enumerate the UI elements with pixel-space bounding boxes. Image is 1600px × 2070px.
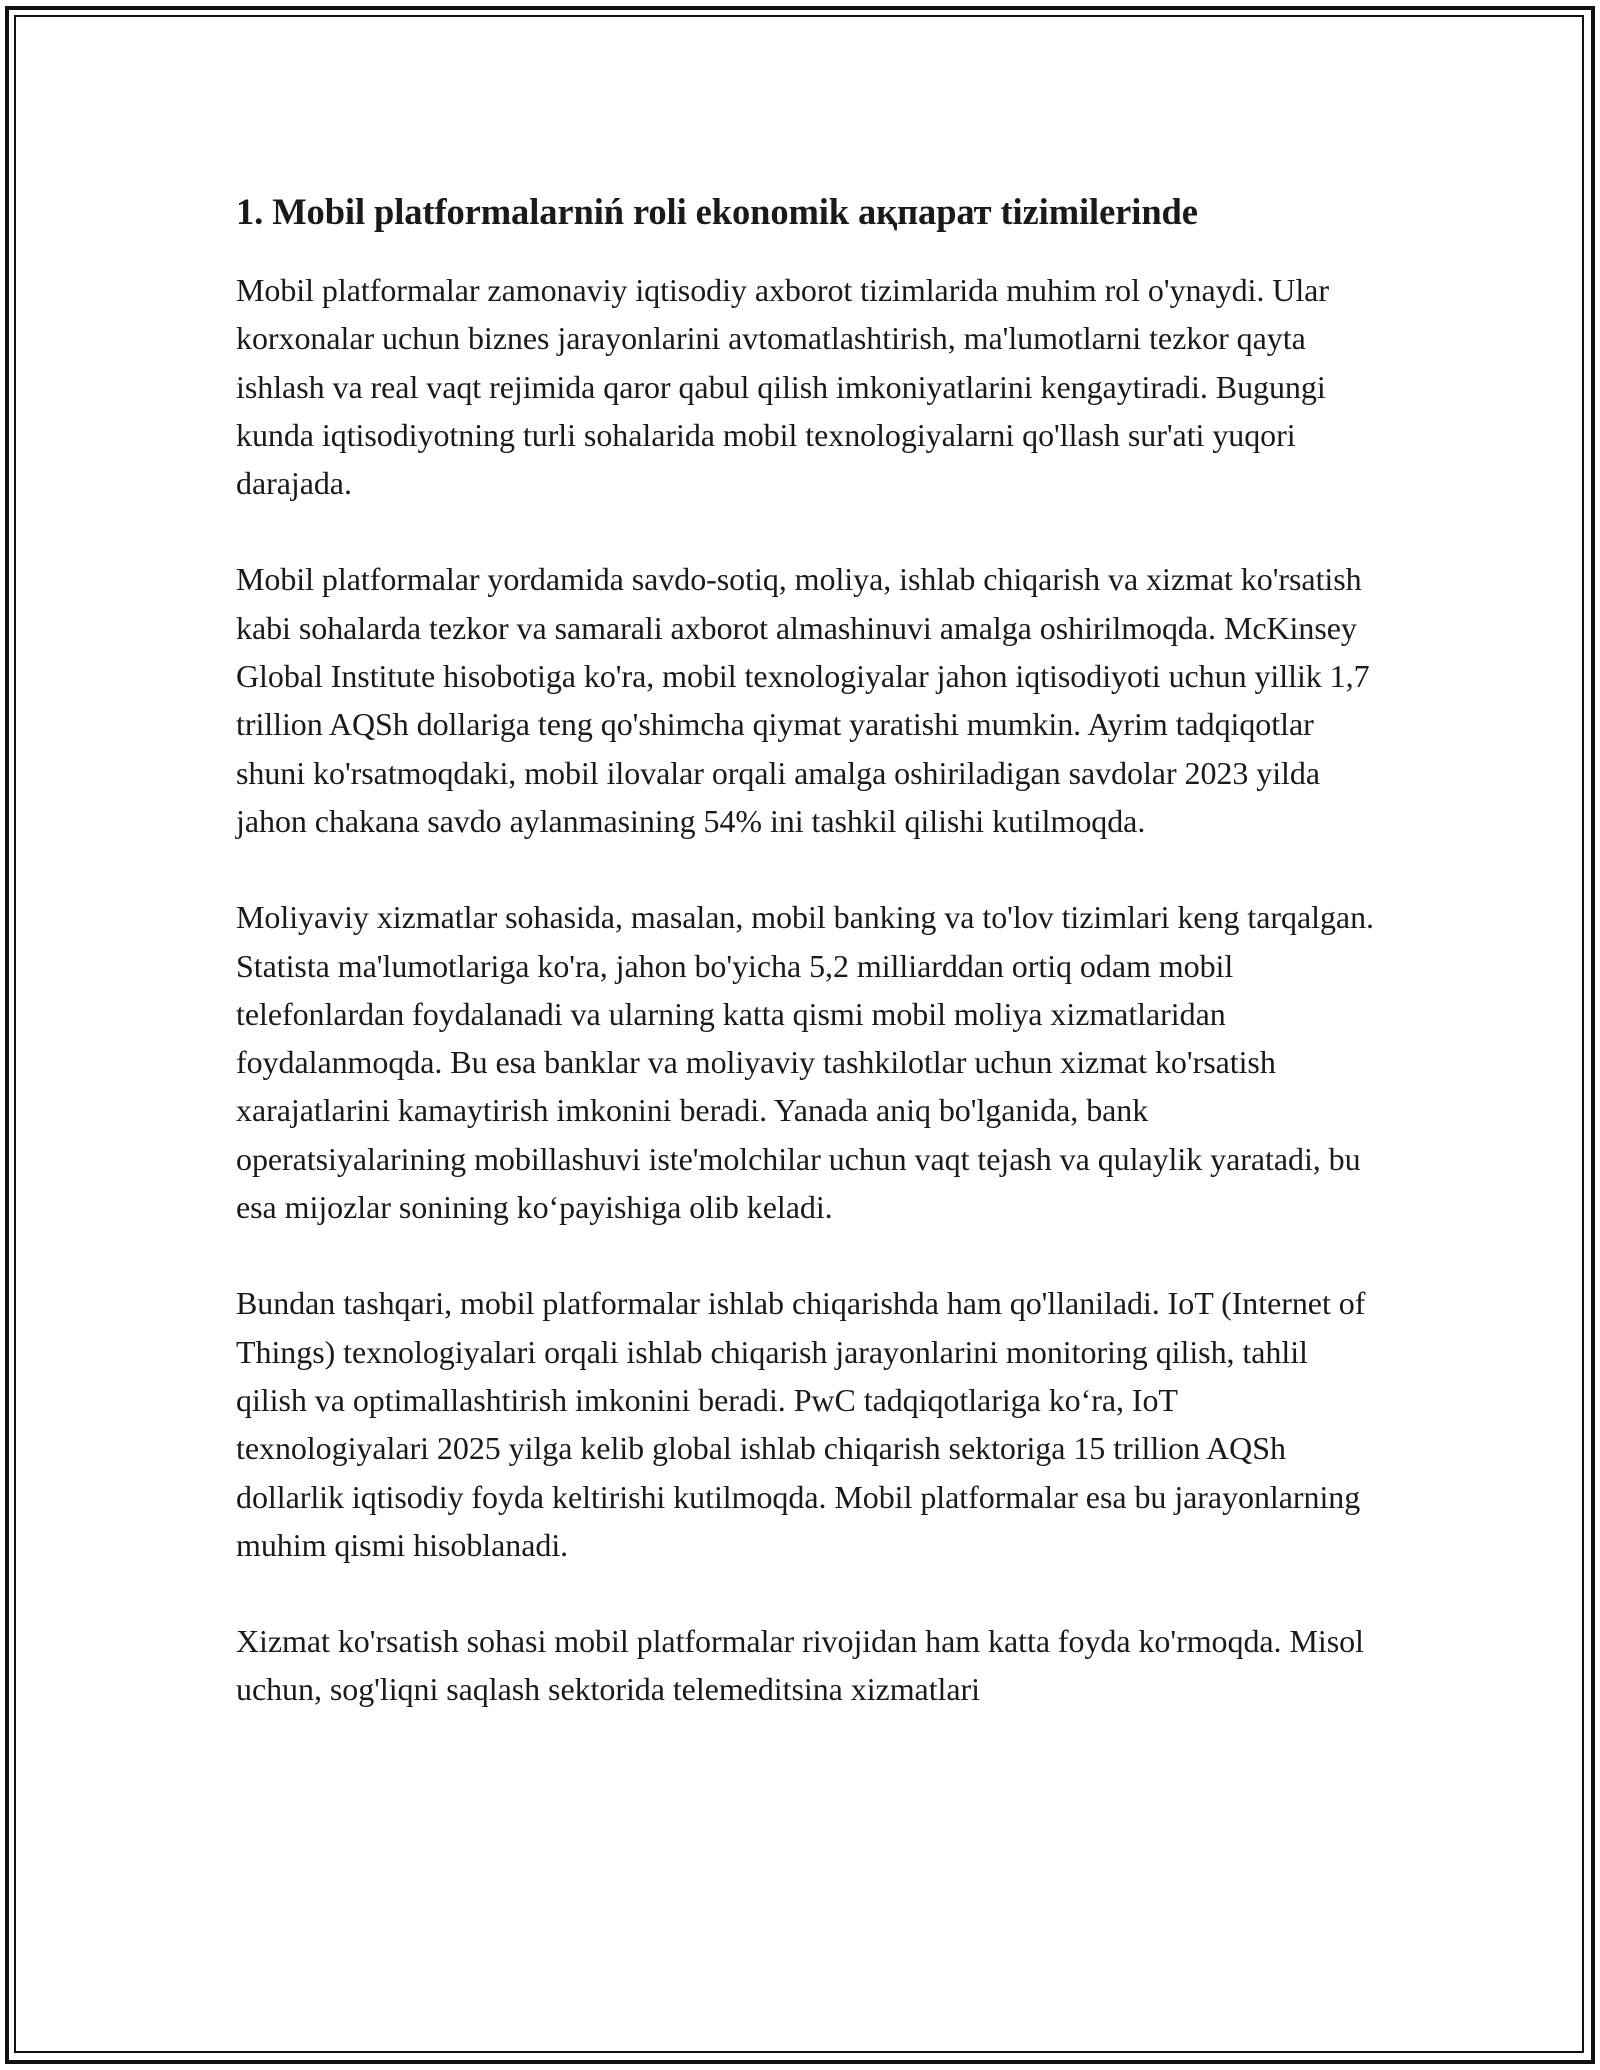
paragraph-trade: Mobil platformalar yordamida savdo-sotiq, moliya, ishlab chiqarish va xizmat ko'rsatish kabi sohalarda tezkor va samarali axborot almashinuvi amalga oshirilmoqda. McKinsey Global Institute hisobotiga ko'ra, mobil texnologiyalar jahon iqtisodiyoti uchun yillik 1,7 trillion AQSh dollariga teng qo'shimcha qiymat yaratishi mumkin. Ayrim tadqiqotlar shuni ko'rsatmoqdaki, mobil ilovalar orqali amalga oshiriladigan savdolar 2023 yilda jahon chakana savdo aylanmasining 54% ini tashkil qilishi kutilmoqda. xyxy=(236,561,1370,839)
section-heading: 1. Mobil platformalarniń roli ekonomik aқпарат tizimilerinde xyxy=(236,191,1198,232)
paragraph-finance: Moliyaviy xizmatlar sohasida, masalan, mobil banking va to'lov tizimlari keng tarqalgan. Statista ma'lumotlariga ko'ra, jahon bo'yicha 5,2 milliarddan ortiq odam mobil telefonlardan foydalanadi va ularning katta qismi mobil moliya xizmatlaridan foydalanmoqda. Bu esa banklar va moliyaviy tashkilotlar uchun xizmat ko'rsatish xarajatlarini kamaytirish imkonini beradi. Yanada aniq bo'lganida, bank operatsiyalarining mobillashuvi iste'molchilar uchun vaqt tejash va qulaylik yaratadi, bu esa mijozlar sonining ko‘payishiga olib keladi. xyxy=(236,899,1374,1226)
document-body xyxy=(236,188,1376,1762)
paragraph-intro: Mobil platformalar zamonaviy iqtisodiy axborot tizimlarida muhim rol o'ynaydi. Ular korxonalar uchun biznes jarayonlarini avtomatlashtirish, ma'lumotlarni tezkor qayta ishlash va real vaqt rejimida qaror qabul qilish imkoniyatlarini kengaytiradi. Bugungi kunda iqtisodiyotning turli sohalarida mobil texnologiyalarni qo'llash sur'ati yuqori darajada. xyxy=(236,272,1329,502)
paragraph-services: Xizmat ko'rsatish sohasi mobil platformalar rivojidan ham katta foyda ko'rmoqda. Misol uchun, sog'liqni saqlash sektorida telemeditsina xizmatlari xyxy=(236,1623,1364,1708)
paragraph-manufacturing: Bundan tashqari, mobil platformalar ishlab chiqarishda ham qo'llaniladi. IoT (Internet of Things) texnologiyalari orqali ishlab chiqarish jarayonlarini monitoring qilish, tahlil qilish va optimallashtirish imkonini beradi. PwC tadqiqotlariga ko‘ra, IoT texnologiyalari 2025 yilga kelib global ishlab chiqarish sektoriga 15 trillion AQSh dollarlik iqtisodiy foyda keltirishi kutilmoqda. Mobil platformalar esa bu jarayonlarning muhim qismi hisoblanadi. xyxy=(236,1285,1366,1563)
